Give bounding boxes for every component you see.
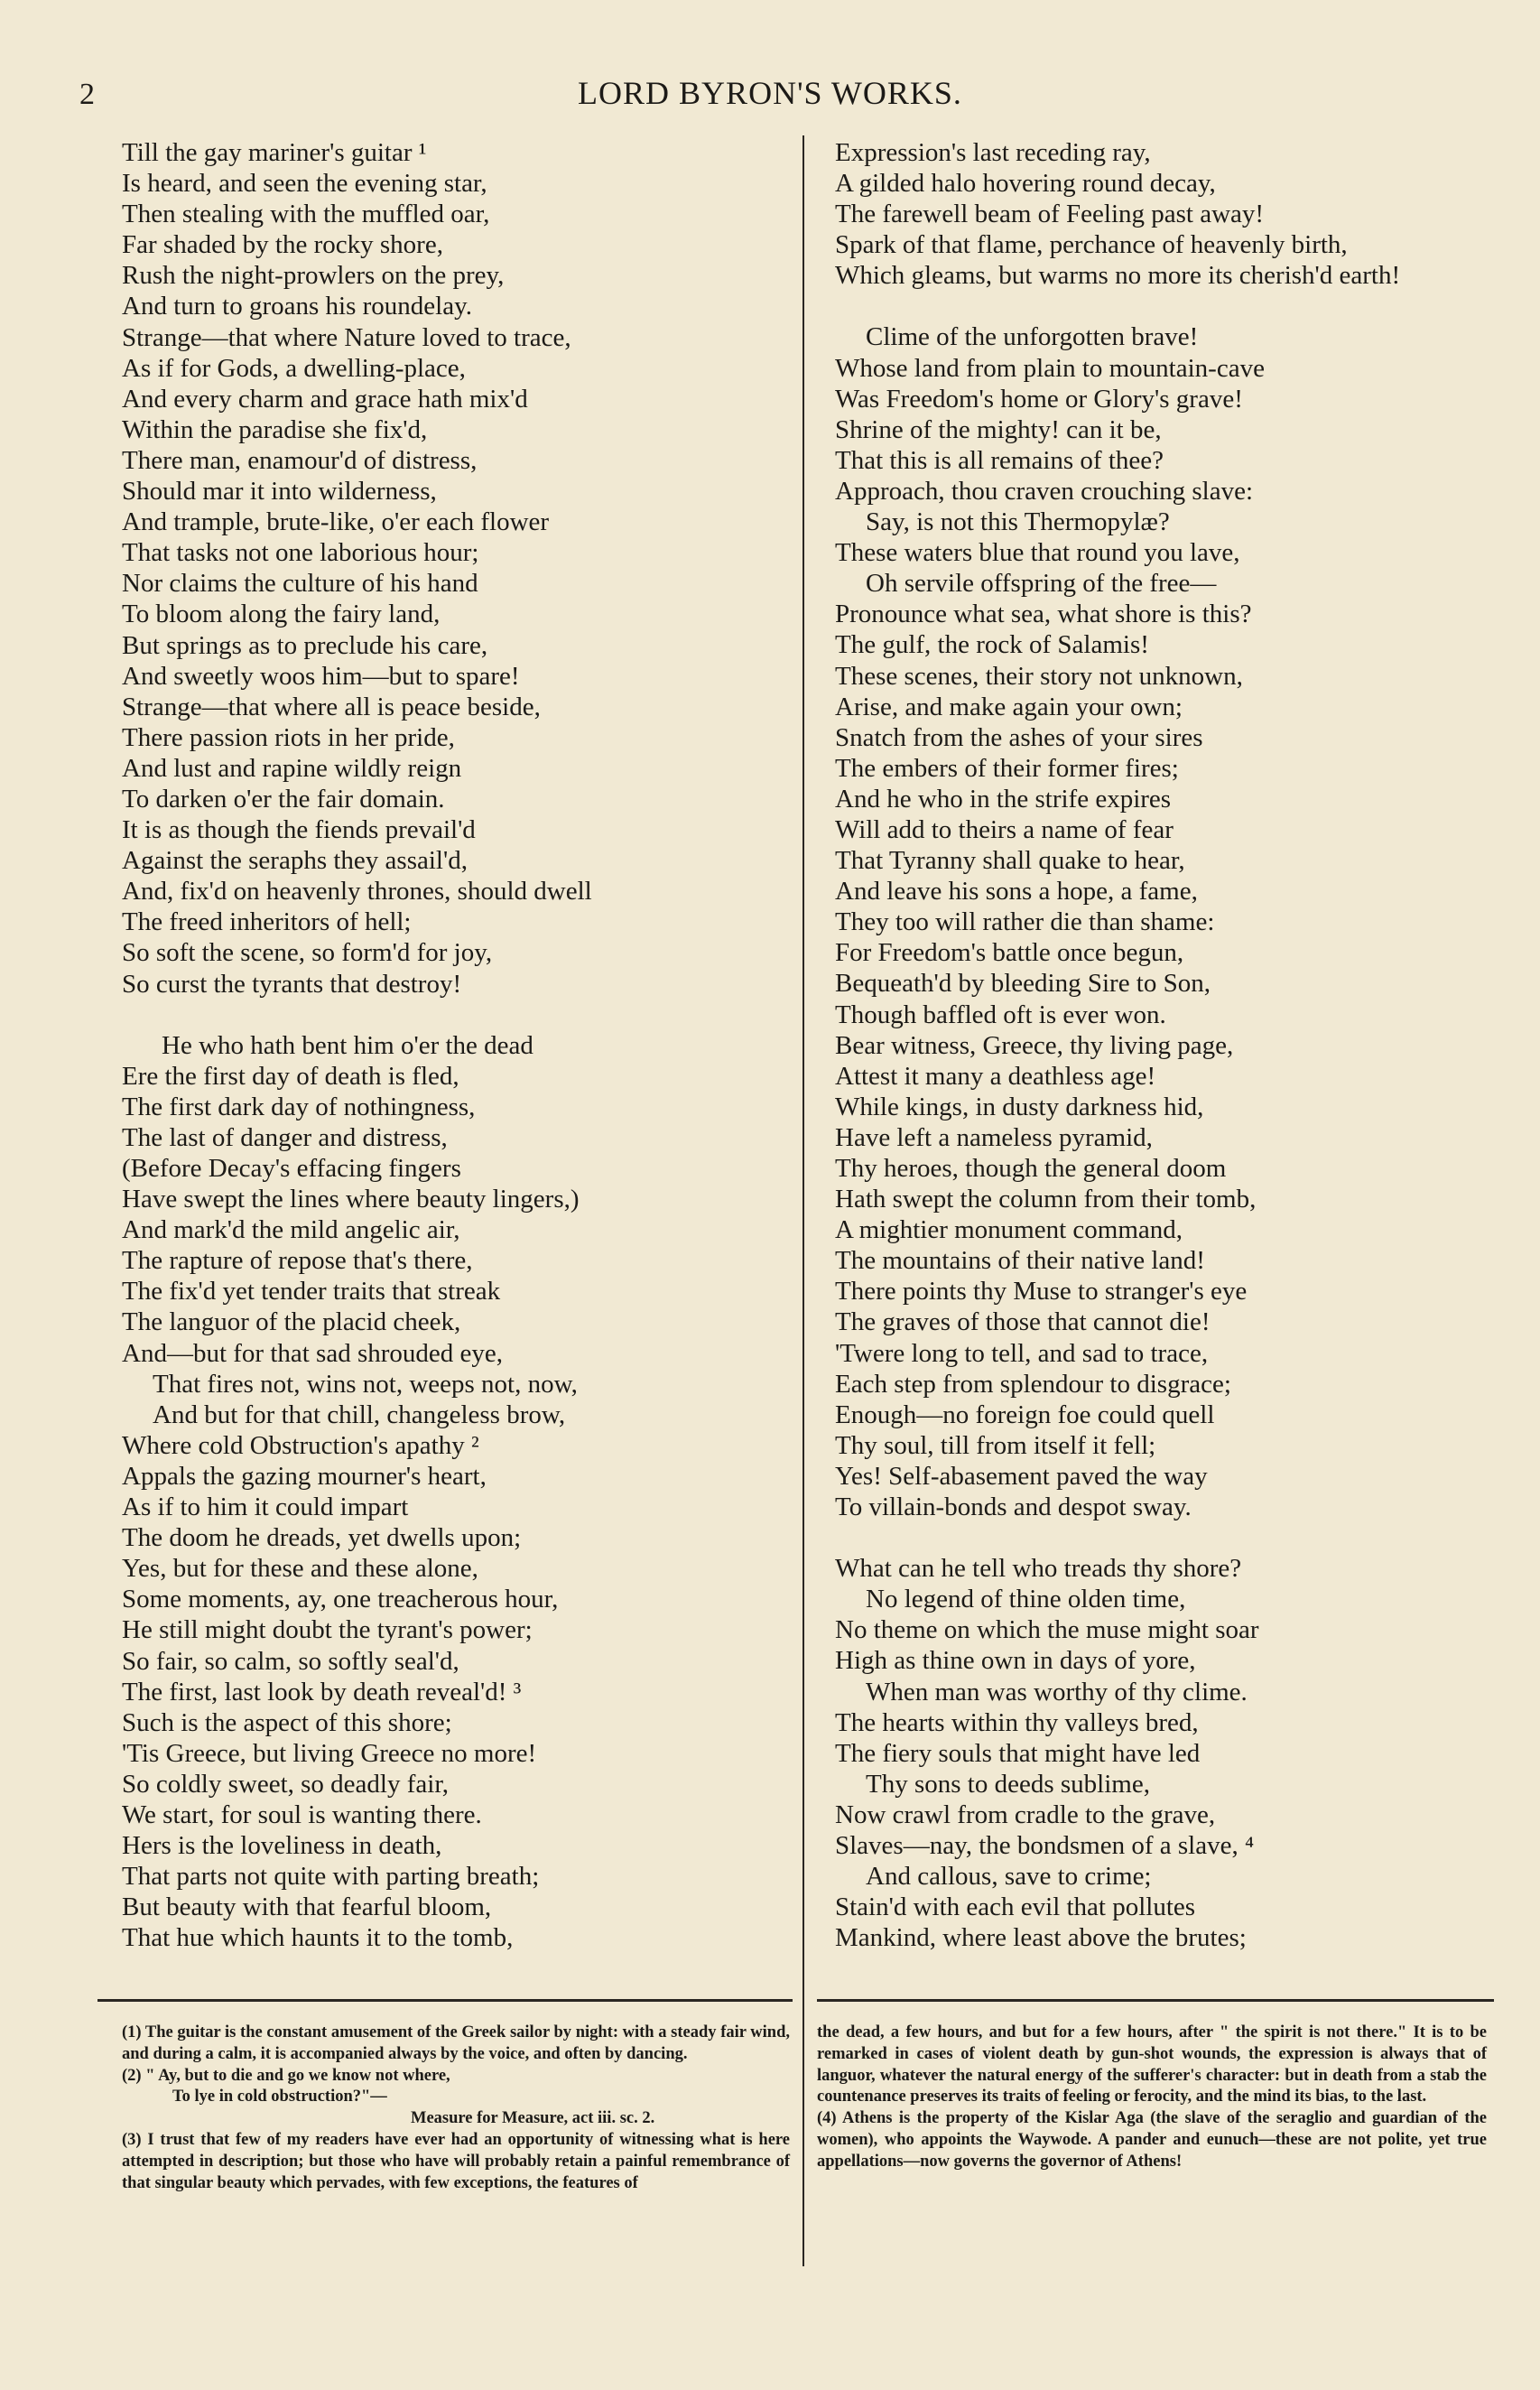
poem-line: Enough—no foreign foe could quell (835, 1400, 1215, 1429)
poem-line: No theme on which the muse might soar (835, 1615, 1259, 1645)
poem-line: The embers of their former fires; (835, 753, 1179, 783)
poem-line: What can he tell who treads thy shore? (835, 1554, 1242, 1584)
poem-line: Thy soul, till from itself it fell; (835, 1430, 1156, 1460)
poem-line: Pronounce what sea, what shore is this? (835, 600, 1252, 629)
poem-line: Arise, and make again your own; (835, 692, 1183, 721)
poem-line: The farewell beam of Feeling past away! (835, 200, 1265, 229)
footnote: To lye in cold obstruction?"— (172, 2088, 387, 2106)
poem-line: The first dark day of nothingness, (122, 1092, 476, 1121)
poem-line: We start, for soul is wanting there. (122, 1799, 482, 1829)
poem-line: Appals the gazing mourner's heart, (122, 1461, 487, 1491)
poem-line: To villain-bonds and despot sway. (835, 1493, 1192, 1522)
poem-line: 'Tis Greece, but living Greece no more! (122, 1738, 537, 1768)
poem-line: Nor claims the culture of his hand (122, 569, 478, 599)
footnote: (1) The guitar is the constant amusement of the Greek sailor by night: with a steady fair wind, and during a calm, it is accompanied always by the voice, and often by dancing. (122, 2023, 790, 2063)
poem-line: Each step from splendour to disgrace; (835, 1369, 1231, 1399)
poem-line: Where cold Obstruction's apathy ² (122, 1430, 479, 1460)
footnote-rule-left (97, 1999, 793, 2002)
poem-line: When man was worthy of thy clime. (866, 1677, 1248, 1706)
poem-line: Expression's last receding ray, (835, 138, 1151, 167)
poem-line: These scenes, their story not unknown, (835, 661, 1243, 691)
poem-line: Whose land from plain to mountain-cave (835, 353, 1265, 383)
poem-line: Clime of the unforgotten brave! (866, 322, 1199, 352)
poem-line: Stain'd with each evil that pollutes (835, 1892, 1196, 1922)
poem-line: The doom he dreads, yet dwells upon; (122, 1523, 522, 1553)
poem-line: He who hath bent him o'er the dead (162, 1030, 533, 1060)
poem-line: Bequeath'd by bleeding Sire to Son, (835, 969, 1211, 999)
poem-line: And, fix'd on heavenly thrones, should dwell (122, 877, 592, 907)
poem-line: Hath swept the column from their tomb, (835, 1185, 1257, 1214)
poem-line: The fix'd yet tender traits that streak (122, 1277, 501, 1307)
poem-line: Have swept the lines where beauty lingers,) (122, 1185, 580, 1214)
poem-line: Attest it many a deathless age! (835, 1061, 1156, 1091)
footnote-rule-right (817, 1999, 1494, 2002)
poem-line: Strange—that where all is peace beside, (122, 692, 541, 721)
poem-line: The hearts within thy valleys bred, (835, 1707, 1199, 1737)
poem-line: Ere the first day of death is fled, (122, 1061, 459, 1091)
poem-line: So curst the tyrants that destroy! (122, 969, 462, 999)
poem-line: While kings, in dusty darkness hid, (835, 1092, 1204, 1121)
poem-line: Then stealing with the muffled oar, (122, 200, 490, 229)
poem-line: That fires not, wins not, weeps not, now, (153, 1369, 578, 1399)
poem-line: They too will rather die than shame: (835, 907, 1215, 937)
page-number: 2 (79, 78, 95, 111)
poem-line: The gulf, the rock of Salamis! (835, 630, 1149, 660)
poem-line: Slaves—nay, the bondsmen of a slave, ⁴ (835, 1830, 1255, 1860)
poem-line: Mankind, where least above the brutes; (835, 1923, 1247, 1953)
poem-line: To darken o'er the fair domain. (122, 784, 445, 814)
footnote: the dead, a few hours, and but for a few hours, after " the spirit is not there." It is to be remarked in cases of violent death by gun-shot wounds, the expression is always that of languor, whatever the natural energy of the sufferer's character: but in death from a stab the countenance preserves its traits of feeling or ferocity, and the mind its bias, to the last. (817, 2023, 1487, 2106)
poem-line: Oh servile offspring of the free— (866, 569, 1217, 599)
poem-line: That this is all remains of thee? (835, 445, 1164, 475)
poem-line: That hue which haunts it to the tomb, (122, 1923, 514, 1953)
poem-line: As if for Gods, a dwelling-place, (122, 353, 466, 383)
poem-line: Rush the night-prowlers on the prey, (122, 261, 505, 291)
poem-line: A mightier monument command, (835, 1215, 1183, 1245)
poem-line: That Tyranny shall quake to hear, (835, 846, 1185, 876)
poem-line: No legend of thine olden time, (866, 1585, 1186, 1614)
column-divider (802, 135, 804, 2266)
poem-line: The graves of those that cannot die! (835, 1307, 1211, 1337)
poem-line: That parts not quite with parting breath; (122, 1862, 540, 1892)
poem-line: Say, is not this Thermopylæ? (866, 507, 1170, 537)
running-head: LORD BYRON'S WORKS. (578, 75, 962, 111)
footnote: (2) " Ay, but to die and go we know not where, (122, 2066, 450, 2085)
poem-line: So coldly sweet, so deadly fair, (122, 1769, 450, 1799)
poem-line: Some moments, ay, one treacherous hour, (122, 1585, 559, 1614)
poem-line: (Before Decay's effacing fingers (122, 1154, 461, 1183)
poem-line: Yes! Self-abasement paved the way (835, 1461, 1208, 1491)
poem-line: The last of danger and distress, (122, 1122, 448, 1152)
poem-line: The freed inheritors of hell; (122, 907, 412, 937)
poem-line: Will add to theirs a name of fear (835, 814, 1174, 844)
poem-line: Bear witness, Greece, thy living page, (835, 1030, 1234, 1060)
footnote: (4) Athens is the property of the Kislar Aga (the slave of the seraglio and guardian of the women), who appoints the Waywode. A pander and eunuch—these are not polite, yet true appellations—now governs the governor of Athens! (817, 2109, 1487, 2171)
poem-line: These waters blue that round you lave, (835, 538, 1240, 568)
poem-line: As if to him it could impart (122, 1493, 409, 1522)
poem-line: Which gleams, but warms no more its cherish'd earth! (835, 261, 1401, 291)
poem-line: Was Freedom's home or Glory's grave! (835, 384, 1243, 414)
poem-line: Hers is the loveliness in death, (122, 1831, 442, 1861)
stanza-break (835, 1522, 1485, 1553)
poem-line: But beauty with that fearful bloom, (122, 1892, 492, 1922)
poem-line: So fair, so calm, so softly seal'd, (122, 1646, 459, 1676)
footnote: (3) I trust that few of my readers have ever had an opportunity of witnessing what is here attempted in description; but those who have will probably retain a painful remembrance of that singular beauty which pervades, with few exceptions, the features of (122, 2130, 790, 2192)
poem-line: And—but for that sad shrouded eye, (122, 1338, 504, 1368)
poem-line: So soft the scene, so form'd for joy, (122, 938, 493, 968)
poem-line: Far shaded by the rocky shore, (122, 230, 443, 260)
poem-line: The fiery souls that might have led (835, 1738, 1201, 1768)
poem-line: Now crawl from cradle to the grave, (835, 1799, 1216, 1829)
poem-line: Thy sons to deeds sublime, (866, 1769, 1150, 1799)
poem-line: It is as though the fiends prevail'd (122, 815, 476, 845)
poem-column-left (122, 137, 790, 1953)
poem-line: Shrine of the mighty! can it be, (835, 414, 1162, 444)
poem-line: That tasks not one laborious hour; (122, 538, 479, 568)
poem-line: There points thy Muse to stranger's eye (835, 1277, 1248, 1307)
poem-line: There passion riots in her pride, (122, 722, 455, 752)
footnotes-right (817, 2023, 1487, 2173)
poem-line: And sweetly woos him—but to spare! (122, 661, 520, 691)
stanza-break (835, 291, 1485, 321)
poem-line: Snatch from the ashes of your sires (835, 722, 1203, 752)
poem-line: Against the seraphs they assail'd, (122, 846, 468, 876)
poem-line: A gilded halo hovering round decay, (835, 169, 1216, 199)
poem-line: Till the gay mariner's guitar ¹ (122, 138, 427, 167)
poem-line: The languor of the placid cheek, (122, 1307, 461, 1337)
poem-line: But springs as to preclude his care, (122, 630, 488, 660)
poem-line: And callous, save to crime; (866, 1862, 1152, 1892)
poem-column-right (835, 137, 1485, 1953)
poem-line: Such is the aspect of this shore; (122, 1707, 452, 1737)
footnotes-left (122, 2023, 790, 2194)
poem-line: The mountains of their native land! (835, 1246, 1205, 1276)
poem-line: And he who in the strife expires (835, 784, 1172, 814)
poem-line: 'Twere long to tell, and sad to trace, (835, 1338, 1209, 1368)
poem-line: And every charm and grace hath mix'd (122, 384, 528, 414)
poem-line: And leave his sons a hope, a fame, (835, 877, 1198, 907)
poem-line: Should mar it into wilderness, (122, 477, 437, 507)
poem-line: And turn to groans his roundelay. (122, 292, 472, 321)
poem-line: Strange—that where Nature loved to trace, (122, 322, 571, 352)
poem-line: For Freedom's battle once begun, (835, 938, 1184, 968)
stanza-break (122, 1000, 790, 1030)
poem-line: And trample, brute-like, o'er each flower (122, 507, 550, 537)
poem-line: Thy heroes, though the general doom (835, 1154, 1227, 1183)
poem-line: And mark'd the mild angelic air, (122, 1215, 460, 1245)
poem-line: Yes, but for these and these alone, (122, 1554, 478, 1584)
poem-line: The first, last look by death reveal'd! ³ (122, 1677, 522, 1706)
poem-line: Spark of that flame, perchance of heavenly birth, (835, 230, 1348, 260)
poem-line: Is heard, and seen the evening star, (122, 169, 487, 199)
footnote: Measure for Measure, act iii. sc. 2. (411, 2109, 655, 2128)
poem-line: Have left a nameless pyramid, (835, 1122, 1153, 1152)
poem-line: Approach, thou craven crouching slave: (835, 476, 1254, 506)
poem-line: Within the paradise she fix'd, (122, 414, 428, 444)
poem-line: High as thine own in days of yore, (835, 1646, 1196, 1676)
poem-line: He still might doubt the tyrant's power; (122, 1615, 533, 1645)
poem-line: There man, enamour'd of distress, (122, 445, 478, 475)
poem-line: Though baffled oft is ever won. (835, 1000, 1166, 1029)
poem-line: The rapture of repose that's there, (122, 1246, 473, 1276)
poem-line: And lust and rapine wildly reign (122, 753, 462, 783)
poem-line: And but for that chill, changeless brow, (153, 1400, 566, 1429)
poem-line: To bloom along the fairy land, (122, 600, 441, 629)
